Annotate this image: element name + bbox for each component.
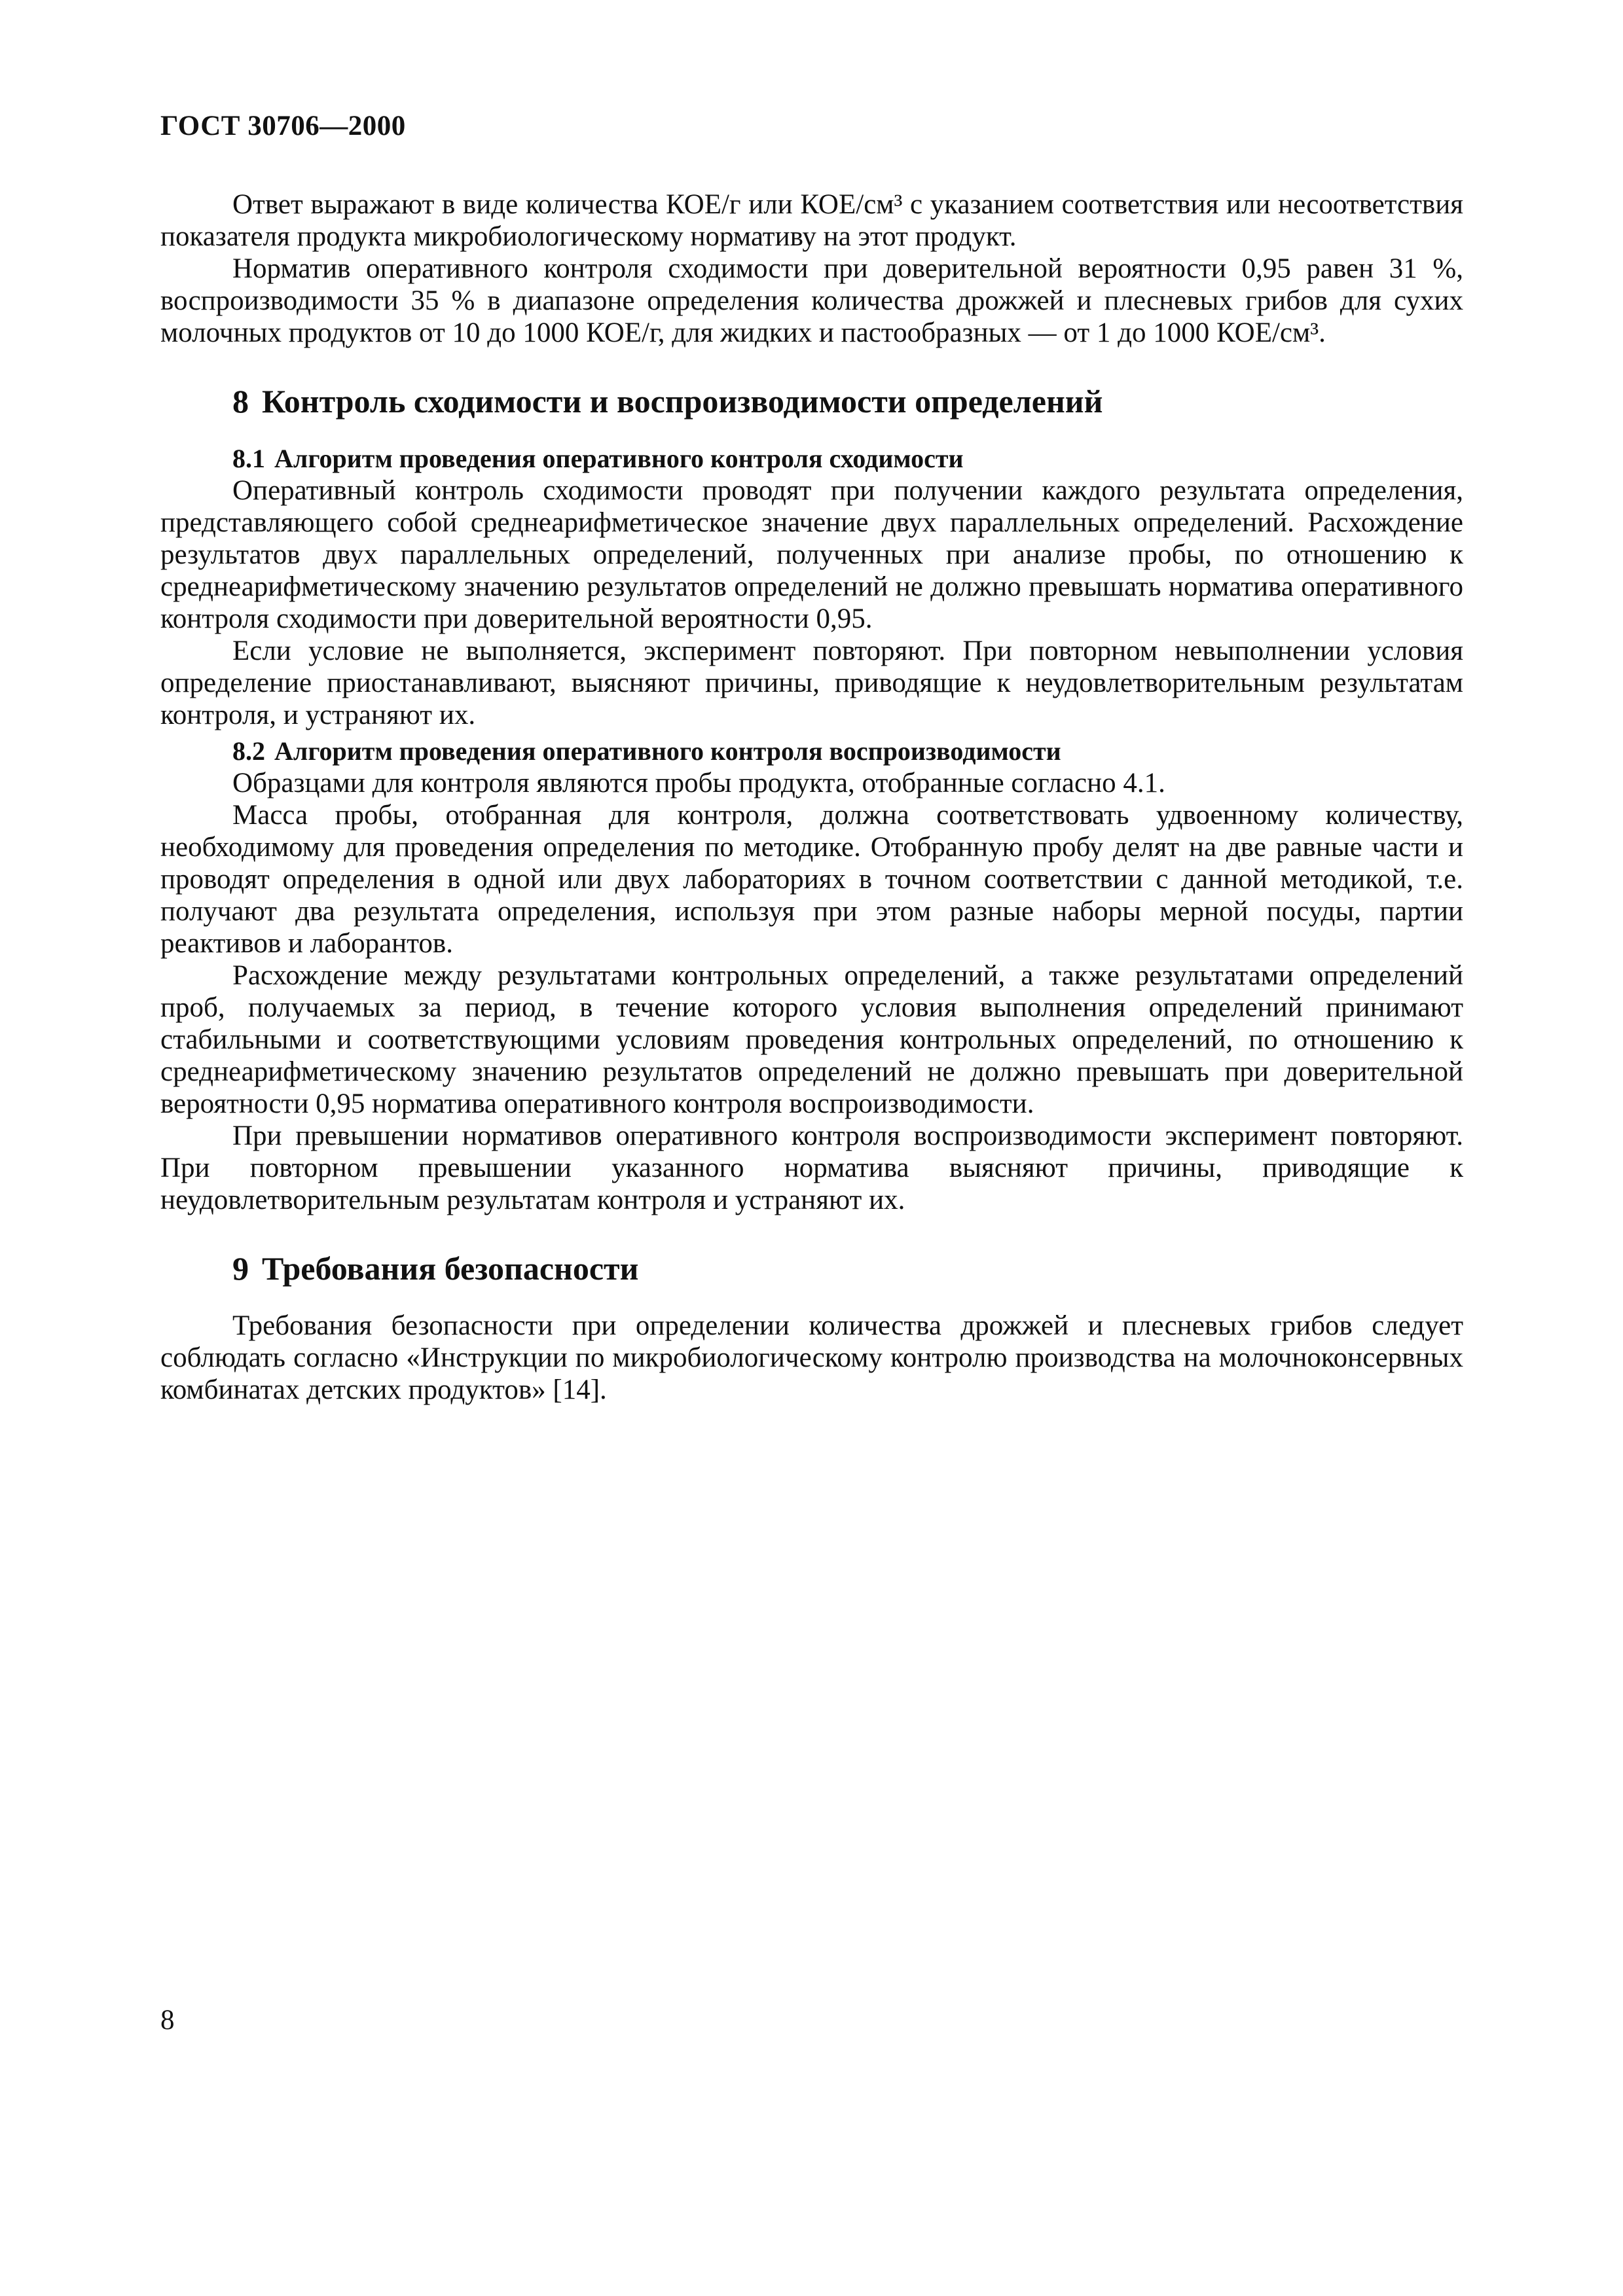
page-content xyxy=(160,188,1463,1406)
paragraph: При превышении нормативов оперативного контроля воспроизводимости эксперимент повторяют. При повторном превышении указанного норматива выясняют причины, приводящие к неудовлетворительным результатам контроля и устраняют их. xyxy=(160,1121,1463,1215)
section-title: Контроль сходимости и воспроизводимости определений xyxy=(262,383,1103,420)
paragraph: Образцами для контроля являются пробы продукта, отобранные согласно 4.1. xyxy=(232,768,1165,798)
paragraph: Норматив оперативного контроля сходимости при доверительной вероятности 0,95 равен 31 %, воспроизводимости 35 % в диапазоне определения количества дрожжей и плесневых грибов для сухих молочных продуктов от 10 до 1000 КОЕ/г, для жидких и пастообразных — от 1 до 1000 КОЕ/см³. xyxy=(160,253,1463,348)
section-number: 9 xyxy=(232,1250,249,1287)
section-number: 8 xyxy=(232,383,249,420)
section-heading xyxy=(160,1249,1463,1287)
paragraph: Оперативный контроль сходимости проводят при получении каждого результата определения, представляющего собой среднеарифметическое значение двух параллельных определений. Расхождение результатов двух параллельных определений, полученных при анализе пробы, по отношению к среднеарифметическому значению результатов определений не должно превышать норматива оперативного контроля сходимости при доверительной вероятности 0,95. xyxy=(160,475,1463,634)
subsection-heading xyxy=(160,442,1463,475)
subsection-heading xyxy=(160,735,1463,767)
page-number: 8 xyxy=(160,2005,175,2036)
section-title: Требования безопасности xyxy=(262,1250,639,1287)
subsection-number: 8.1 xyxy=(232,444,265,473)
paragraph: Требования безопасности при определении количества дрожжей и плесневых грибов следует соблюдать согласно «Инструкции по микробиологическому контролю производства на молочноконсервных комбинатах детских продуктов» [14]. xyxy=(160,1310,1463,1405)
section-heading xyxy=(160,382,1463,420)
paragraph: Ответ выражают в виде количества КОЕ/г или КОЕ/см³ с указанием соответствия или несоответствия показателя продукта микробиологическому нормативу на этот продукт. xyxy=(160,189,1463,252)
subsection-number: 8.2 xyxy=(232,736,265,766)
subsection-title: Алгоритм проведения оперативного контроля сходимости xyxy=(274,444,964,473)
paragraph: Масса пробы, отобранная для контроля, должна соответствовать удвоенному количеству, необходимому для проведения определения по методике. Отобранную пробу делят на две равные части и проводят определения в одной или двух лабораториях в точном соответствии с данной методикой, т.е. получают два результата определения, используя при этом разные наборы мерной посуды, партии реактивов и лаборантов. xyxy=(160,800,1463,959)
running-header: ГОСТ 30706—2000 xyxy=(160,111,406,141)
paragraph: Если условие не выполняется, эксперимент повторяют. При повторном невыполнении условия определение приостанавливают, выясняют причины, приводящие к неудовлетворительным результатам контроля, и устраняют их. xyxy=(160,636,1463,730)
subsection-title: Алгоритм проведения оперативного контроля воспроизводимости xyxy=(274,736,1061,766)
paragraph: Расхождение между результатами контрольных определений, а также результатами определений проб, получаемых за период, в течение которого условия выполнения определений принимают стабильными и соответствующими условиям проведения контрольных определений, по отношению к среднеарифметическому значению результатов определений не должно превышать при доверительной вероятности 0,95 норматива оперативного контроля воспроизводимости. xyxy=(160,960,1463,1119)
